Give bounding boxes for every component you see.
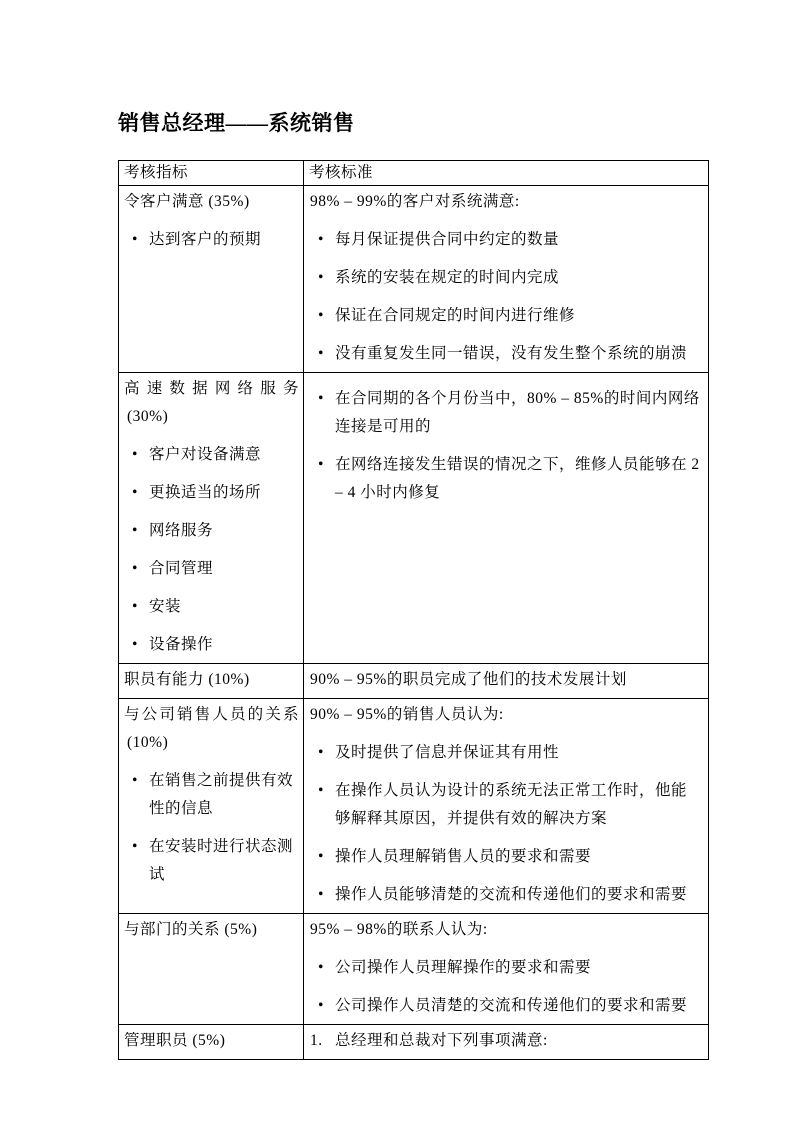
bullet-text: 客户对设备满意 <box>149 446 262 463</box>
bullet-item <box>124 226 299 254</box>
indicator-title-line: 与部门的关系 (5%) <box>124 921 258 938</box>
bullet-item <box>310 302 700 330</box>
standard-cell <box>304 186 708 372</box>
bullet-item <box>124 631 299 659</box>
bullet-item <box>310 451 700 507</box>
standard-cell <box>304 914 708 1024</box>
standard-intro: 90% – 95%的职员完成了他们的技术发展计划 <box>310 671 627 688</box>
bullet-icon: • <box>318 456 324 473</box>
bullet-item <box>124 593 299 621</box>
bullet-icon: • <box>318 744 324 761</box>
table-body <box>119 186 708 1059</box>
indicator-cell <box>119 373 304 663</box>
indicator-title-line: (30%) <box>127 408 169 425</box>
bullet-icon: • <box>132 560 138 577</box>
bullet-item <box>124 555 299 583</box>
indicator-title-line: 与公司销售人员的关系 <box>124 706 299 723</box>
table-row <box>119 914 708 1025</box>
bullet-text: 安装 <box>149 598 182 615</box>
bullet-item <box>310 739 700 767</box>
column-header-indicator: 考核指标 <box>119 161 304 185</box>
table-row <box>119 699 708 914</box>
indicator-title-line: 管理职员 (5%) <box>124 1032 226 1049</box>
bullet-icon: • <box>132 446 138 463</box>
indicator-cell <box>119 186 304 372</box>
document-title: 销售总经理——系统销售 <box>118 111 355 135</box>
standard-cell <box>304 1025 708 1059</box>
table-row <box>119 1025 708 1059</box>
bullet-text: 设备操作 <box>149 636 214 653</box>
standard-intro: 95% – 98%的联系人认为: <box>310 921 488 938</box>
bullet-text: 达到客户的预期 <box>149 231 262 248</box>
indicator-title-line: 令客户满意 (35%) <box>124 193 250 210</box>
bullet-icon: • <box>132 598 138 615</box>
bullet-text: 系统的安装在规定的时间内完成 <box>335 269 560 286</box>
bullet-item <box>310 843 700 871</box>
bullet-icon: • <box>318 997 324 1014</box>
indicator-cell <box>119 664 304 698</box>
bullet-item <box>310 385 700 441</box>
bullet-icon: • <box>132 522 138 539</box>
standard-cell <box>304 373 708 663</box>
bullet-text: 更换适当的场所 <box>149 484 262 501</box>
indicator-title-line: 高速数据网络服务 <box>124 380 299 397</box>
bullet-icon: • <box>318 886 324 903</box>
bullet-item <box>124 441 299 469</box>
table-header-row <box>119 161 708 186</box>
standard-intro: 98% – 99%的客户对系统满意: <box>310 193 520 210</box>
indicator-cell <box>119 914 304 1024</box>
assessment-table <box>118 160 709 1060</box>
bullet-item <box>124 767 299 823</box>
bullet-text: 公司操作人员理解操作的要求和需要 <box>335 959 592 976</box>
indicator-cell <box>119 1025 304 1059</box>
bullet-text: 每月保证提供合同中约定的数量 <box>335 231 560 248</box>
standard-intro: 90% – 95%的销售人员认为: <box>310 706 504 723</box>
indicator-cell <box>119 699 304 913</box>
bullet-icon: • <box>132 636 138 653</box>
bullet-item <box>310 264 700 292</box>
document-page <box>118 110 709 1060</box>
table-row <box>119 186 708 373</box>
table-row <box>119 373 708 664</box>
column-header-standard: 考核标准 <box>309 164 374 181</box>
indicator-title-line: 职员有能力 (10%) <box>124 671 250 688</box>
bullet-item <box>124 833 299 889</box>
bullet-item <box>310 881 700 909</box>
bullet-icon: • <box>132 231 138 248</box>
bullet-text: 保证在合同规定的时间内进行维修 <box>335 307 576 324</box>
bullet-item <box>310 992 700 1020</box>
bullet-item <box>124 517 299 545</box>
bullet-icon: • <box>318 848 324 865</box>
standard-cell <box>304 699 708 913</box>
bullet-text: 公司操作人员清楚的交流和传递他们的要求和需要 <box>335 997 688 1014</box>
bullet-text: 在销售之前提供有效性的信息 <box>149 772 294 817</box>
bullet-icon: • <box>318 782 324 799</box>
bullet-icon: • <box>318 231 324 248</box>
bullet-text: 操作人员能够清楚的交流和传递他们的要求和需要 <box>335 886 688 903</box>
indicator-title-line: (10%) <box>127 734 169 751</box>
bullet-text: 合同管理 <box>149 560 214 577</box>
bullet-text: 网络服务 <box>149 522 214 539</box>
bullet-item <box>310 226 700 254</box>
bullet-text: 及时提供了信息并保证其有用性 <box>335 744 560 761</box>
numbered-text: 总经理和总裁对下列事项满意: <box>335 1032 548 1049</box>
bullet-text: 在安装时进行状态测试 <box>149 838 294 883</box>
numbered-item <box>310 1027 700 1055</box>
bullet-icon: • <box>132 838 138 855</box>
bullet-item <box>310 954 700 982</box>
bullet-icon: • <box>318 307 324 324</box>
bullet-icon: • <box>132 484 138 501</box>
bullet-icon: • <box>318 269 324 286</box>
bullet-item <box>310 777 700 833</box>
bullet-text: 在合同期的各个月份当中，80% – 85%的时间内网络连接是可用的 <box>335 390 700 435</box>
bullet-text: 在操作人员认为设计的系统无法正常工作时，他能够解释其原因，并提供有效的解决方案 <box>335 782 688 827</box>
table-row <box>119 664 708 699</box>
bullet-icon: • <box>318 390 324 407</box>
number-marker: 1. <box>310 1032 323 1049</box>
bullet-item <box>310 340 700 368</box>
bullet-text: 操作人员理解销售人员的要求和需要 <box>335 848 592 865</box>
bullet-text: 在网络连接发生错误的情况之下，维修人员能够在 2 – 4 小时内修复 <box>335 456 700 501</box>
bullet-icon: • <box>132 772 138 789</box>
standard-cell <box>304 664 708 698</box>
bullet-icon: • <box>318 345 324 362</box>
bullet-item <box>124 479 299 507</box>
bullet-icon: • <box>318 959 324 976</box>
bullet-text: 没有重复发生同一错误，没有发生整个系统的崩溃 <box>335 345 688 362</box>
